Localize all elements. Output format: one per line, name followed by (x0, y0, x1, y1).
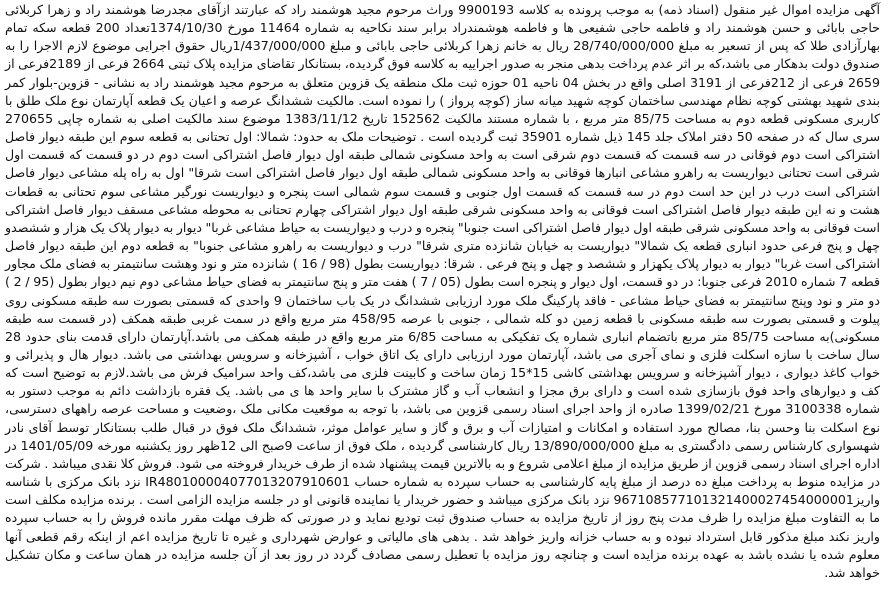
auction-notice-text: آگهی مزایده اموال غیر منقول (اسناد ذمه) به موجب پرونده به کلاسه 9900193 وراث مرحوم مجید هوشمند راد که عبارتند ازآقای مجدرضا هوشمند راد و زهرا کربلائی حاجی بابائی و حسن هوشمند راد و فاطمه حاجی شفیعی ها و فاطمه هوشمندراد برابر سند نکاحیه به شماره 11464 مورخ 1374/10/30تعداد 200 قطعه سکه تمام بهارآزادی طلا که پس از تسعیر به مبلغ 28/740/000/000 ریال به خانم زهرا کربلائی حاجی بابائی و مبلغ 1/437/000/000ریال حقوق اجرایی موضوع لازم الاجرا را به صندوق دولت بدهکار می باشد،که بر اثر عدم پرداخت بدهی منجر به صدور اجراییه به کلاسه فوق گردیده، بستانکار تقاضای مزایده پلاک ثبتی 2664 فرعی از 2189فرعی از 2659 فرعی از 212فرعی از 3191 اصلی واقع در بخش 04 ناحیه 01 حوزه ثبت ملک منطقه یک قزوین متعلق به مرحوم مجید هوشمند راد به نشانی - قزوین-بلوار کمر بندی شهید بهشتی کوچه نظام مهندسی ساختمان کوچه شهید میانه ساز (کوچه پرواز ) را نموده است. مالکیت ششدانگ عرصه و اعیان یک قطعه آپارتمان نوع ملک طلق با کاربری مسکونی قطعه دوم به مساحت 85/75 متر مربع ، با شماره مستند مالکیت 152562 تاریخ 1383/11/12 موضوع سند مالکیت اصلی به شماره چاپی 270655 سری سال که در صفحه 50 دفتر املاک جلد 145 ذیل شماره 35901 ثبت گردیده است . توضیحات ملک به حدود: شمالا: اول تحتانی به قطعه سوم این طبقه دیوار فاصل اشتراکی است دوم فوقانی در سه قسمت که قسمت دوم شرقی است به واحد مسکونی شمالی طبقه اول دیوار فاصل اشتراکی است دوم در دو قسمت که قسمت اول شرقی است تحتانی دیواریست به راهرو مشاعی انبارها فوقانی به واحد مسکونی شمالی طبقه اول دیوار فاصل اشتراکی است شرقا" اول به راه پله مشاعی دیوار فاصل اشتراکی است درب در این حد است دوم در سه قسمت که قسمت اول جنوبی و قسمت سوم شمالی است پنجره و دیواریست نورگیر مشاعی سوم تحتانی به قطعات هشت و نه این طبقه دیوار فاصل اشتراکی است فوقانی به واحد مسکونی شرقی طبقه اول دیوار اشتراکی چهارم تحتانی به محوطه مشاعی مسقف دیوار فاصل اشتراکی است فوقانی به واحد مسکونی شرقی طبقه اول دیوار فاصل اشتراکی است جنوبا" پنجره و درب و دیواریست به حیاط مشاعی غربا" دیوار به دیوار پلاک یک هزار و ششصدو چهل و پنج فرعی حدود انباری قطعه یک شمالا" دیواریست به خیابان شانزده متری شرقا" درب و دیواریست به راهرو مشاعی جنوبا" به قطعه دوم این طبقه دیوار فاصل اشتراکی است غربا" دیوار به دیوار پلاک یکهزار و ششصد و چهل و پنج فرعی . شرقا: دیواریست بطول (98 / 16 ) شانزده متر و نود وهشت سانتیمتر به فضای ملک مجاور قطعه 7 شماره 2010 فرعی جنوبا: در دو قسمت، اول دیوار و پنجره است بطول (05 / 7 ) هفت متر و پنج سانتیمتر به فضای حیاط مشاعی دوم نیم دیوار بطول (95 / 2 ) دو متر و نود وپنج سانتیمتر به فضای حیاط مشاعی - فاقد پارکینگ ملک مورد ارزیابی ششدانگ در یک باب ساختمان 9 واحدی که قسمتی بصورت سه طبقه مسکونی روی پیلوت و قسمتی بصورت سه طبقه مسکونی با قطعه زمین دو کله شمالی ، جنوبی با عرصه 458/95 متر مربع واقع در سمت غربی طبقه همکف (در قسمت سه طبقه مسکونی)به مساحت 85/75 متر مربع باتضمام انباری شماره یک تفکیکی به مساحت 6/85 متر مربع واقع در طبقه همکف می باشد.آپارتمان دارای قدمت بنای حدود 28 سال ساخت با سازه اسکلت فلزی و نمای آجری می باشد، آپارتمان مورد ارزیابی دارای یک اتاق خواب ، آشپزخانه و سرویس بهداشتی می باشد. دیوار هال و پذیرائی و خواب کاغذ دیواری ، دیوار آشپزخانه و سرویس بهداشتی کاشی 15*15 زمان ساخت و کابینت فلزی می باشد،کف واحد سرامیک فرش می باشد.لازم به توضیح است که کف و دیوارهای واحد فوق بازسازی شده است و دارای برق مجزا و انشعاب آب و گاز مشترک با سایر واحد ها ی می باشد. یک فقره بازداشت دائم به موجب دستور به شماره 3100338 مورخ 1399/02/21 صادره از واحد اجرای اسناد رسمی قزوین می باشد، با توجه به موقعیت مکانی ملک ،وضعیت و مساحت عرصه راههای دسترسی، نوع اسکلت بنا وحسن بنا، مصالح مورد استفاده و امکانات و امتیازات آب و برق و گاز و سایر عوامل موثر، ششدانگ ملک فوق در قبال طلب بستانکار توسط آقای نادر شهسواری کارشناس رسمی دادگستری به مبلغ 13/890/000/000 ریال کارشناسی گردیده ، ملک فوق از ساعت 9صبح الی 12ظهر روز یکشنبه مورخه 1401/05/09 در اداره اجرای اسناد رسمی قزوین از طریق مزایده از مبلغ اعلامی شروع و به بالاترین قیمت پیشنهاد شده از طرف خریدار فروخته می شود. فروش کلا نقدی میباشد . شرکت در مزایده منوط به پرداخت مبلغ ده درصد از مبلغ پایه کارشناسی به حساب سپرده به شماره حساب IR480100004077013207910601 نزد بانک مرکزی با شناسه واریز967108577101321400027454000001 نزد بانک مرکزی میباشد و حضور خریدار یا نماینده قانونی او در جلسه مزایده الزامی است . برنده مزایده مکلف است ما به التفاوت مبلغ مزایده را ظرف مدت پنج روز از تاریخ مزایده به حساب صندوق ثبت تودیع نماید و در صورتی که ظرف مهلت مقرر مانده فروش را به حساب سپرده واریز نکند مبلغ مذکور قابل استرداد نبوده و به حساب خزانه واریز خواهد شد . بدهی های مالیاتی و عوارض شهرداری و غیره تا تاریخ مزایده اعم از اینکه رقم قطعی آنها معلوم شده یا نشده باشد به عهده برنده مزایده است و چنانچه روز مزایده با تعطیل رسمی مصادف گردد در روز بعد از آن جلسه مزایده در همان ساعت و مکان تشکیل خواهد شد. (5, 2, 881, 580)
